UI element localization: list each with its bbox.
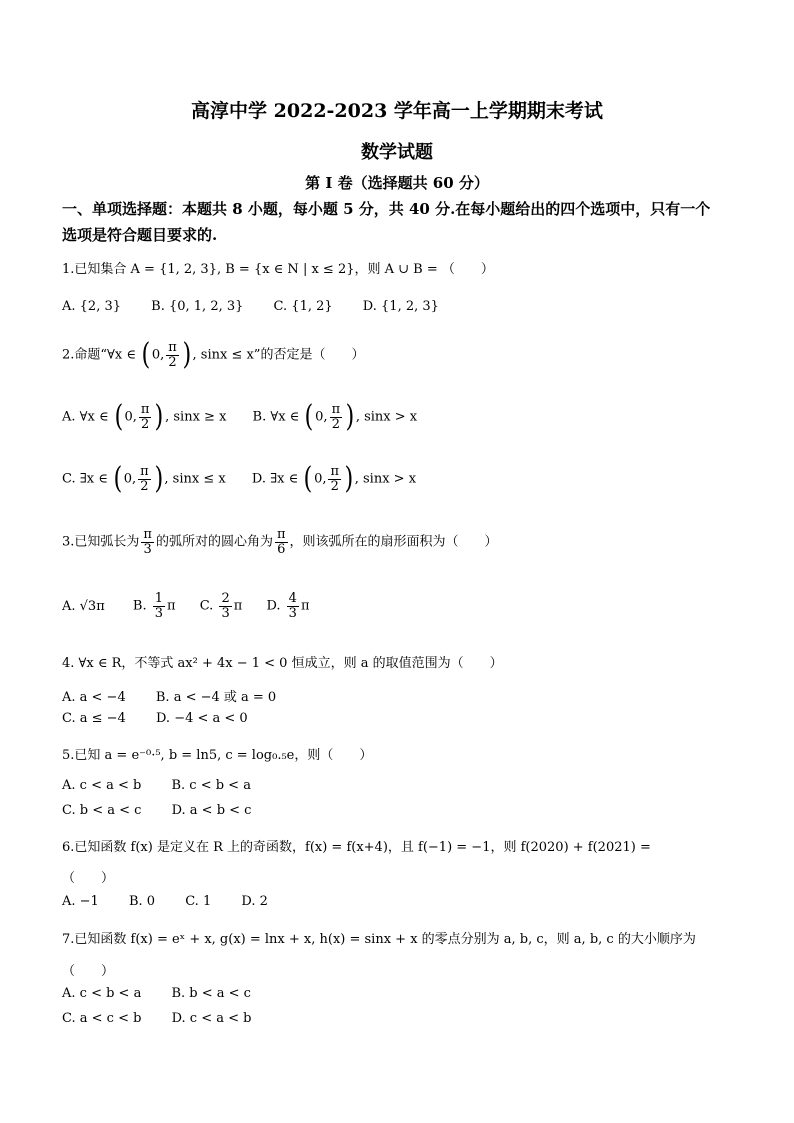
- option-b: B. $\frac{1}{3}$ π: [132, 591, 176, 621]
- option-b: B. b < a < c: [171, 986, 251, 1001]
- option-d: D. −4 < a < 0: [155, 711, 248, 726]
- arc-length-fraction: $\frac{\pi}{3}$: [143, 527, 152, 557]
- q3-stem-pre: 3.已知弧长为: [62, 534, 140, 550]
- option-a: A. a < −4: [62, 690, 126, 705]
- exam-title: 高淳中学 2022-2023 学年高一上学期期末考试: [191, 100, 603, 122]
- option-d: D. a < b < c: [171, 803, 252, 818]
- option-a: A. √3π: [62, 598, 105, 614]
- question-4-options-row-2: [62, 711, 742, 726]
- question-7-answer-paren: （ ）: [62, 964, 115, 979]
- section-line-1: 一、单项选择题：本题共 8 小题，每小题 5 分，共 40 分.在每小题给出的四个选项中，只有一个: [62, 200, 711, 218]
- section-instructions: [62, 196, 742, 248]
- section-line-2: 选项是符合题目要求的.: [62, 226, 218, 244]
- question-4-options-row-1: [62, 686, 742, 705]
- question-4-stem: 4. ∀x ∈ R，不等式 ax² + 4x − 1 < 0 恒成立，则 a 的取值范围为（ ）: [62, 656, 503, 671]
- central-angle-fraction: $\frac{\pi}{6}$: [276, 527, 286, 557]
- question-7-stem: 7.已知函数 f(x) = eˣ + x, g(x) = lnx + x, h(x) = sinx + x 的零点分别为 a, b, c，则 a, b, c 的大小顺序为: [62, 932, 696, 947]
- option-a: A. ∀x ∈ (0, $\frac{\pi}{2}$ ), sinx ≥ x: [62, 399, 227, 434]
- option-a: A. {2, 3}: [62, 299, 122, 314]
- option-d: D. ∃x ∈ (0, $\frac{\pi}{2}$ ), sinx > x: [251, 461, 417, 496]
- option-b: B. a < −4 或 a = 0: [155, 690, 277, 705]
- option-c: C. ∃x ∈ (0, $\frac{\pi}{2}$ ), sinx ≤ x: [62, 461, 226, 496]
- interval-left: 0,: [151, 347, 165, 363]
- option-c: C. b < a < c: [62, 803, 142, 818]
- option-a: A. c < a < b: [62, 778, 142, 793]
- option-b: B. c < b < a: [171, 778, 251, 793]
- question-2-stem: 2.命题“∀x ∈ (0, $\frac{\pi}{2}$ ), sinx ≤ x”的否定是（ ）: [62, 337, 365, 372]
- question-1-stem: 1.已知集合 A = {1, 2, 3}, B = {x ∈ N | x ≤ 2}，则 A ∪ B = （ ）: [62, 262, 494, 277]
- q2-stem-post: , sinx ≤ x”的否定是（ ）: [192, 347, 365, 363]
- option-d: D. {1, 2, 3}: [362, 299, 439, 314]
- option-c: C. $\frac{2}{3}$ π: [199, 591, 243, 621]
- option-d: D. c < a < b: [171, 1011, 252, 1026]
- option-a: A. c < b < a: [62, 986, 142, 1001]
- option-c: C. {1, 2}: [273, 299, 333, 314]
- question-2-options-row-1: [62, 399, 742, 434]
- option-d: D. $\frac{4}{3}$ π: [266, 591, 310, 621]
- option-c: C. a < c < b: [62, 1011, 142, 1026]
- option-b: B. ∀x ∈ (0, $\frac{\pi}{2}$ ), sinx > x: [252, 399, 418, 434]
- question-5-options-row-2: [62, 803, 742, 818]
- option-b: B. {0, 1, 2, 3}: [151, 299, 244, 314]
- option-d: D. 2: [241, 894, 268, 909]
- q2-stem-pre: 2.命题“∀x ∈: [62, 347, 141, 363]
- question-5-options-row-1: [62, 778, 742, 793]
- question-6-options: [62, 894, 742, 909]
- option-b: B. 0: [128, 894, 156, 909]
- question-3-stem: [62, 528, 742, 556]
- question-7-options-row-2: [62, 1011, 742, 1026]
- fraction-numerator: π: [168, 339, 177, 355]
- question-1-options: [62, 299, 742, 314]
- fraction-denominator: 2: [168, 354, 177, 370]
- question-5-stem: 5.已知 a = e⁻⁰·⁵, b = ln5, c = log₀.₅e，则（ ）: [62, 748, 373, 763]
- question-2-options-row-2: [62, 461, 742, 496]
- q3-stem-post: ，则该弧所在的扇形面积为（ ）: [289, 534, 498, 550]
- exam-subtitle: 数学试题: [361, 142, 433, 163]
- question-6-stem: 6.已知函数 f(x) 是定义在 R 上的奇函数，f(x) = f(x+4)，且 f(−1) = −1，则 f(2020) + f(2021) =: [62, 840, 651, 855]
- option-a: A. −1: [62, 894, 99, 909]
- option-c: C. 1: [185, 894, 212, 909]
- question-3-options: [62, 592, 742, 620]
- question-6-answer-paren: （ ）: [62, 871, 115, 886]
- q3-stem-mid: 的弧所对的圆心角为: [155, 534, 273, 550]
- option-c: C. a ≤ −4: [62, 711, 126, 726]
- part-heading: 第 I 卷（选择题共 60 分）: [305, 174, 489, 192]
- question-7-options-row-1: [62, 986, 742, 1001]
- fraction: [166, 341, 179, 369]
